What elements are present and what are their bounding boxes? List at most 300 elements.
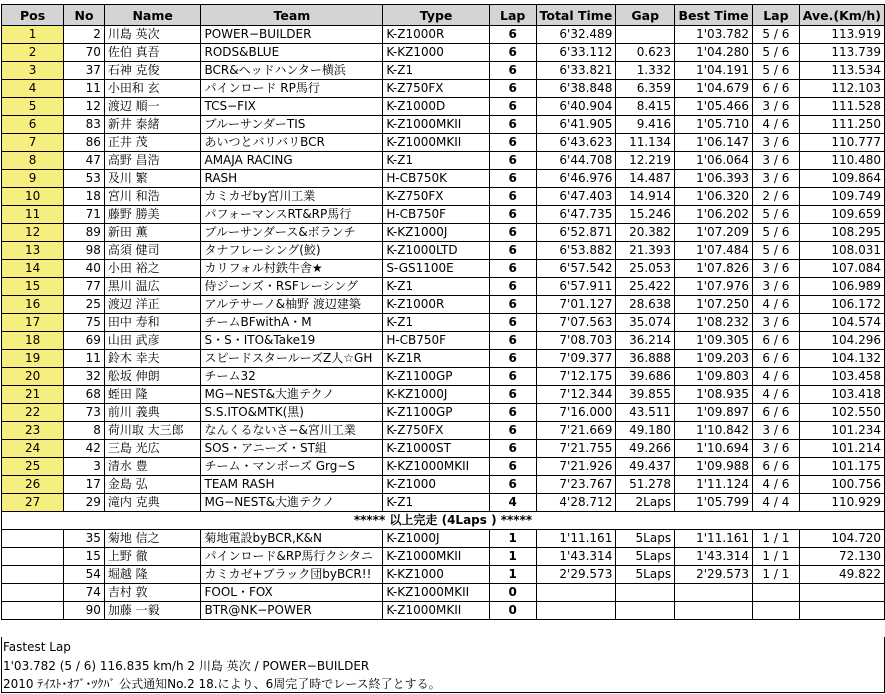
table-row (2, 152, 885, 170)
cell-name: 舩坂 伸朗 (104, 368, 201, 386)
cell-gap: 49.180 (616, 422, 675, 440)
cell-best-time (675, 602, 753, 620)
cell-gap: 14.914 (616, 188, 675, 206)
cell-best-lap: 4 / 4 (753, 494, 800, 512)
cell-type: H-CB750K (383, 170, 490, 188)
cell-pos: 25 (2, 458, 64, 476)
cell-laps: 1 (489, 548, 536, 566)
cell-average-speed: 103.418 (799, 386, 884, 404)
cell-team: パフォーマンスRT&RP馬行 (201, 206, 383, 224)
cell-gap: 9.416 (616, 116, 675, 134)
cell-team: 侍ジーンズ・RSFレーシング (201, 278, 383, 296)
cell-best-lap: 3 / 6 (753, 440, 800, 458)
cell-laps: 1 (489, 530, 536, 548)
cell-laps: 6 (489, 188, 536, 206)
cell-team: BTR@NK−POWER (201, 602, 383, 620)
cell-type: K-Z1100GP (383, 368, 490, 386)
cell-team: カミカゼby宮川工業 (201, 188, 383, 206)
table-row (2, 602, 885, 620)
cell-pos: 22 (2, 404, 64, 422)
table-row (2, 242, 885, 260)
header-row (2, 5, 885, 26)
cell-gap: 5Laps (616, 548, 675, 566)
header-number: No (64, 5, 105, 26)
table-row (2, 368, 885, 386)
cell-number: 25 (64, 296, 105, 314)
cell-team: S.S.ITO&MTK(黒) (201, 404, 383, 422)
cell-best-time: 1'43.314 (675, 548, 753, 566)
cell-type: K-Z1000MKII (383, 602, 490, 620)
cell-average-speed: 110.777 (799, 134, 884, 152)
cell-average-speed: 113.739 (799, 44, 884, 62)
cell-total-time: 6'47.403 (536, 188, 616, 206)
table-row (2, 134, 885, 152)
cell-best-lap: 6 / 6 (753, 350, 800, 368)
cell-number: 37 (64, 62, 105, 80)
cell-number: 35 (64, 530, 105, 548)
cell-team: カミカゼ+ブラック団byBCR!! (201, 566, 383, 584)
cell-laps: 6 (489, 296, 536, 314)
cell-average-speed: 109.864 (799, 170, 884, 188)
cell-total-time (536, 602, 616, 620)
cell-best-lap: 3 / 6 (753, 314, 800, 332)
cell-name: 宮川 和浩 (104, 188, 201, 206)
cell-laps: 6 (489, 116, 536, 134)
cell-name: 前川 義典 (104, 404, 201, 422)
cell-best-lap: 5 / 6 (753, 242, 800, 260)
cell-team: AMAJA RACING (201, 152, 383, 170)
cell-total-time: 6'33.112 (536, 44, 616, 62)
results-table (1, 4, 885, 620)
cell-pos: 15 (2, 278, 64, 296)
cell-team: TEAM RASH (201, 476, 383, 494)
cell-total-time: 7'23.767 (536, 476, 616, 494)
cell-number: 89 (64, 224, 105, 242)
cell-laps: 6 (489, 314, 536, 332)
table-row (2, 62, 885, 80)
table-row (2, 476, 885, 494)
cell-number: 77 (64, 278, 105, 296)
cell-laps: 6 (489, 80, 536, 98)
cell-gap: 43.511 (616, 404, 675, 422)
cell-laps: 6 (489, 422, 536, 440)
cell-type: K-Z750FX (383, 188, 490, 206)
cell-best-lap: 4 / 6 (753, 368, 800, 386)
cell-total-time: 7'12.344 (536, 386, 616, 404)
cell-pos: 1 (2, 26, 64, 44)
cell-number: 2 (64, 26, 105, 44)
cell-total-time: 7'08.703 (536, 332, 616, 350)
cell-name: 金島 弘 (104, 476, 201, 494)
table-row (2, 440, 885, 458)
cell-team: POWER−BUILDER (201, 26, 383, 44)
table-row (2, 296, 885, 314)
cell-total-time: 7'21.755 (536, 440, 616, 458)
cell-name: 黒川 温広 (104, 278, 201, 296)
cell-name: 蛭田 隆 (104, 386, 201, 404)
cell-laps: 6 (489, 260, 536, 278)
cell-pos (2, 602, 64, 620)
cell-name: 及川 繁 (104, 170, 201, 188)
cell-type: K-Z1 (383, 494, 490, 512)
table-row (2, 260, 885, 278)
cell-type: K-KZ1000MKII (383, 458, 490, 476)
cell-gap: 36.888 (616, 350, 675, 368)
cell-team: TCS−FIX (201, 98, 383, 116)
cell-name: 堀越 隆 (104, 566, 201, 584)
header-best-lap: Lap (753, 5, 800, 26)
cell-gap: 51.278 (616, 476, 675, 494)
cell-laps: 6 (489, 44, 536, 62)
cell-name: 新井 泰緒 (104, 116, 201, 134)
cell-best-lap: 6 / 6 (753, 404, 800, 422)
cell-team: MG−NEST&大進テクノ (201, 494, 383, 512)
cell-number: 11 (64, 350, 105, 368)
cell-laps: 0 (489, 584, 536, 602)
table-row (2, 422, 885, 440)
cell-name: 小田 裕之 (104, 260, 201, 278)
cell-type: K-Z1000D (383, 98, 490, 116)
cell-team: アルテサーノ&柚野 渡辺建築 (201, 296, 383, 314)
cell-team: あいつとバリバリBCR (201, 134, 383, 152)
cell-best-time: 1'11.124 (675, 476, 753, 494)
race-note: 2010 ﾃｲｽﾄ･ｵﾌﾞ･ﾂｸﾊﾞ 公式通知No.2 18.により、6周完了時でレース終了とする。 (3, 677, 441, 691)
cell-gap: 15.246 (616, 206, 675, 224)
cell-number: 29 (64, 494, 105, 512)
cell-average-speed: 106.989 (799, 278, 884, 296)
cell-total-time: 6'52.871 (536, 224, 616, 242)
cell-total-time: 7'01.127 (536, 296, 616, 314)
cell-gap: 35.074 (616, 314, 675, 332)
cell-average-speed: 108.031 (799, 242, 884, 260)
cell-best-lap (753, 584, 800, 602)
cell-name: 加藤 一毅 (104, 602, 201, 620)
cell-gap: 25.053 (616, 260, 675, 278)
cell-best-lap: 3 / 6 (753, 422, 800, 440)
cell-best-lap: 5 / 6 (753, 224, 800, 242)
cell-average-speed: 104.132 (799, 350, 884, 368)
cell-gap (616, 26, 675, 44)
cell-laps: 6 (489, 62, 536, 80)
cell-gap: 5Laps (616, 530, 675, 548)
cell-best-time (675, 584, 753, 602)
cell-type: K-Z1000MKII (383, 116, 490, 134)
cell-average-speed: 110.480 (799, 152, 884, 170)
cell-best-time: 1'06.320 (675, 188, 753, 206)
cell-type: H-CB750F (383, 206, 490, 224)
cell-gap: 49.437 (616, 458, 675, 476)
cell-type: K-Z1100GP (383, 404, 490, 422)
cell-laps: 6 (489, 332, 536, 350)
cell-best-time: 1'09.897 (675, 404, 753, 422)
cell-laps: 6 (489, 152, 536, 170)
cell-number: 71 (64, 206, 105, 224)
cell-number: 15 (64, 548, 105, 566)
cell-laps: 6 (489, 98, 536, 116)
cell-gap: 8.415 (616, 98, 675, 116)
cell-number: 8 (64, 422, 105, 440)
cell-best-time: 1'07.826 (675, 260, 753, 278)
cell-name: 川島 英次 (104, 26, 201, 44)
cell-total-time: 2'29.573 (536, 566, 616, 584)
cell-type: K-KZ1000 (383, 566, 490, 584)
cell-type: K-KZ1000 (383, 44, 490, 62)
cell-team: チーム32 (201, 368, 383, 386)
cell-total-time: 1'11.161 (536, 530, 616, 548)
cell-total-time: 7'12.175 (536, 368, 616, 386)
cell-type: K-KZ1000J (383, 224, 490, 242)
cell-pos: 23 (2, 422, 64, 440)
cell-gap: 2Laps (616, 494, 675, 512)
cell-average-speed: 104.574 (799, 314, 884, 332)
cell-average-speed: 108.295 (799, 224, 884, 242)
cell-pos: 14 (2, 260, 64, 278)
cell-team: MG−NEST&大進テクノ (201, 386, 383, 404)
cell-best-time: 1'06.202 (675, 206, 753, 224)
cell-gap: 5Laps (616, 566, 675, 584)
cell-best-time: 1'07.484 (675, 242, 753, 260)
cell-pos: 5 (2, 98, 64, 116)
cell-number: 83 (64, 116, 105, 134)
cell-total-time: 7'21.926 (536, 458, 616, 476)
cell-total-time: 6'33.821 (536, 62, 616, 80)
cell-gap: 21.393 (616, 242, 675, 260)
cell-name: 石神 克俊 (104, 62, 201, 80)
cell-type: K-Z1R (383, 350, 490, 368)
cell-number: 53 (64, 170, 105, 188)
cell-best-time: 1'08.935 (675, 386, 753, 404)
cell-pos: 6 (2, 116, 64, 134)
header-name: Name (104, 5, 201, 26)
cell-total-time: 6'43.623 (536, 134, 616, 152)
cell-pos: 8 (2, 152, 64, 170)
cell-number: 54 (64, 566, 105, 584)
cell-gap: 0.623 (616, 44, 675, 62)
cell-average-speed: 112.103 (799, 80, 884, 98)
cell-team: パインロード&RP馬行クシタニ (201, 548, 383, 566)
cell-gap: 39.686 (616, 368, 675, 386)
cell-gap: 20.382 (616, 224, 675, 242)
cell-gap: 6.359 (616, 80, 675, 98)
cell-gap: 12.219 (616, 152, 675, 170)
cell-gap: 25.422 (616, 278, 675, 296)
cell-best-lap: 4 / 6 (753, 476, 800, 494)
cell-name: 上野 徹 (104, 548, 201, 566)
cell-name: 高須 健司 (104, 242, 201, 260)
table-row (2, 584, 885, 602)
cell-laps: 1 (489, 566, 536, 584)
cell-number: 74 (64, 584, 105, 602)
cell-laps: 6 (489, 206, 536, 224)
cell-best-time: 1'05.710 (675, 116, 753, 134)
cell-type: K-Z1000LTD (383, 242, 490, 260)
table-row (2, 188, 885, 206)
cell-pos: 21 (2, 386, 64, 404)
cell-best-lap: 2 / 6 (753, 188, 800, 206)
cell-pos (2, 584, 64, 602)
cell-number: 68 (64, 386, 105, 404)
cell-laps: 6 (489, 26, 536, 44)
cell-best-time: 1'03.782 (675, 26, 753, 44)
cell-team: SOS・アニーズ・ST組 (201, 440, 383, 458)
cell-laps: 6 (489, 170, 536, 188)
cell-total-time: 6'41.905 (536, 116, 616, 134)
cell-pos: 3 (2, 62, 64, 80)
cell-best-time: 1'09.803 (675, 368, 753, 386)
table-row (2, 80, 885, 98)
table-row (2, 314, 885, 332)
cell-average-speed: 101.214 (799, 440, 884, 458)
cell-type: S-GS1100E (383, 260, 490, 278)
cell-total-time: 6'47.735 (536, 206, 616, 224)
cell-best-lap: 3 / 6 (753, 170, 800, 188)
header-laps: Lap (489, 5, 536, 26)
cell-best-lap: 1 / 1 (753, 548, 800, 566)
cell-pos: 18 (2, 332, 64, 350)
cell-best-lap: 4 / 6 (753, 386, 800, 404)
cell-number: 70 (64, 44, 105, 62)
cell-type: K-Z1 (383, 62, 490, 80)
cell-best-time: 1'08.232 (675, 314, 753, 332)
table-row (2, 98, 885, 116)
cell-number: 69 (64, 332, 105, 350)
cell-total-time: 7'21.669 (536, 422, 616, 440)
cell-name: 渡辺 順一 (104, 98, 201, 116)
cell-best-time: 1'04.280 (675, 44, 753, 62)
cell-best-time: 1'06.064 (675, 152, 753, 170)
cell-type: H-CB750F (383, 332, 490, 350)
cell-gap: 14.487 (616, 170, 675, 188)
cell-name: 正井 茂 (104, 134, 201, 152)
cell-type: K-KZ1000J (383, 386, 490, 404)
cell-best-lap: 3 / 6 (753, 278, 800, 296)
cell-best-time: 1'07.209 (675, 224, 753, 242)
cell-average-speed: 101.175 (799, 458, 884, 476)
cell-pos: 24 (2, 440, 64, 458)
cell-pos: 16 (2, 296, 64, 314)
cell-average-speed: 100.756 (799, 476, 884, 494)
header-pos: Pos (2, 5, 64, 26)
cell-best-time: 2'29.573 (675, 566, 753, 584)
cell-team: BCR&ヘッドハンター横浜 (201, 62, 383, 80)
cell-team: チームBFwithA・M (201, 314, 383, 332)
cell-laps: 6 (489, 458, 536, 476)
cell-type: K-Z1 (383, 152, 490, 170)
cell-best-time: 1'09.988 (675, 458, 753, 476)
cell-total-time: 6'53.882 (536, 242, 616, 260)
cell-pos: 17 (2, 314, 64, 332)
cell-laps: 6 (489, 440, 536, 458)
cell-type: K-Z1 (383, 314, 490, 332)
cell-average-speed (799, 584, 884, 602)
cell-average-speed: 101.234 (799, 422, 884, 440)
cell-pos: 13 (2, 242, 64, 260)
cell-name: 小田和 玄 (104, 80, 201, 98)
cell-pos (2, 548, 64, 566)
cell-best-lap: 5 / 6 (753, 44, 800, 62)
cell-pos: 19 (2, 350, 64, 368)
fastest-lap-label: Fastest Lap (3, 640, 71, 654)
cell-name: 田中 寿和 (104, 314, 201, 332)
cell-gap: 28.638 (616, 296, 675, 314)
cell-number: 73 (64, 404, 105, 422)
cell-name: 荷川取 大三郎 (104, 422, 201, 440)
header-total-time: Total Time (536, 5, 616, 26)
cell-name: 山田 武彦 (104, 332, 201, 350)
cell-team: FOOL・FOX (201, 584, 383, 602)
table-row (2, 530, 885, 548)
cell-total-time: 6'57.542 (536, 260, 616, 278)
cell-pos: 10 (2, 188, 64, 206)
fastest-lap-text: 1'03.782 (5 / 6) 116.835 km/h 2 川島 英次 / POWER−BUILDER (3, 659, 370, 673)
table-row (2, 206, 885, 224)
cell-best-time: 1'05.466 (675, 98, 753, 116)
cell-laps: 4 (489, 494, 536, 512)
cell-average-speed: 111.528 (799, 98, 884, 116)
table-row (2, 44, 885, 62)
finishers-banner: ***** 以上完走 (4Laps ) ***** (2, 512, 885, 530)
cell-total-time: 6'38.848 (536, 80, 616, 98)
cell-best-lap: 4 / 6 (753, 116, 800, 134)
cell-average-speed: 103.458 (799, 368, 884, 386)
cell-total-time: 4'28.712 (536, 494, 616, 512)
cell-type: K-Z1000ST (383, 440, 490, 458)
cell-average-speed: 113.534 (799, 62, 884, 80)
cell-best-time: 1'07.976 (675, 278, 753, 296)
cell-name: 鈴木 幸夫 (104, 350, 201, 368)
cell-type: K-Z750FX (383, 80, 490, 98)
cell-number: 12 (64, 98, 105, 116)
cell-name: 吉村 敦 (104, 584, 201, 602)
cell-total-time: 6'40.904 (536, 98, 616, 116)
cell-gap: 36.214 (616, 332, 675, 350)
table-row (2, 170, 885, 188)
cell-team: 菊地電設byBCR,K&N (201, 530, 383, 548)
cell-type: K-Z1000MKII (383, 134, 490, 152)
cell-best-lap: 6 / 6 (753, 458, 800, 476)
cell-team: S・S・ITO&Take19 (201, 332, 383, 350)
cell-total-time: 1'43.314 (536, 548, 616, 566)
cell-gap: 49.266 (616, 440, 675, 458)
cell-best-time: 1'07.250 (675, 296, 753, 314)
cell-laps: 6 (489, 404, 536, 422)
cell-number: 17 (64, 476, 105, 494)
cell-name: 滝内 克典 (104, 494, 201, 512)
cell-type: K-Z1 (383, 278, 490, 296)
cell-total-time: 6'32.489 (536, 26, 616, 44)
table-row (2, 350, 885, 368)
table-row (2, 548, 885, 566)
cell-type: K-Z1000R (383, 296, 490, 314)
cell-average-speed: 49.822 (799, 566, 884, 584)
cell-number: 86 (64, 134, 105, 152)
table-row (2, 494, 885, 512)
cell-pos: 26 (2, 476, 64, 494)
cell-number: 98 (64, 242, 105, 260)
cell-team: カリフォル村鉄牛舎★ (201, 260, 383, 278)
cell-best-time: 1'10.842 (675, 422, 753, 440)
cell-number: 11 (64, 80, 105, 98)
cell-best-time: 1'05.799 (675, 494, 753, 512)
cell-name: 新田 薫 (104, 224, 201, 242)
cell-total-time: 7'09.377 (536, 350, 616, 368)
cell-name: 三島 光広 (104, 440, 201, 458)
cell-laps: 6 (489, 242, 536, 260)
cell-pos: 12 (2, 224, 64, 242)
cell-laps: 6 (489, 350, 536, 368)
cell-team: タナフレーシング(鮫) (201, 242, 383, 260)
cell-gap: 1.332 (616, 62, 675, 80)
